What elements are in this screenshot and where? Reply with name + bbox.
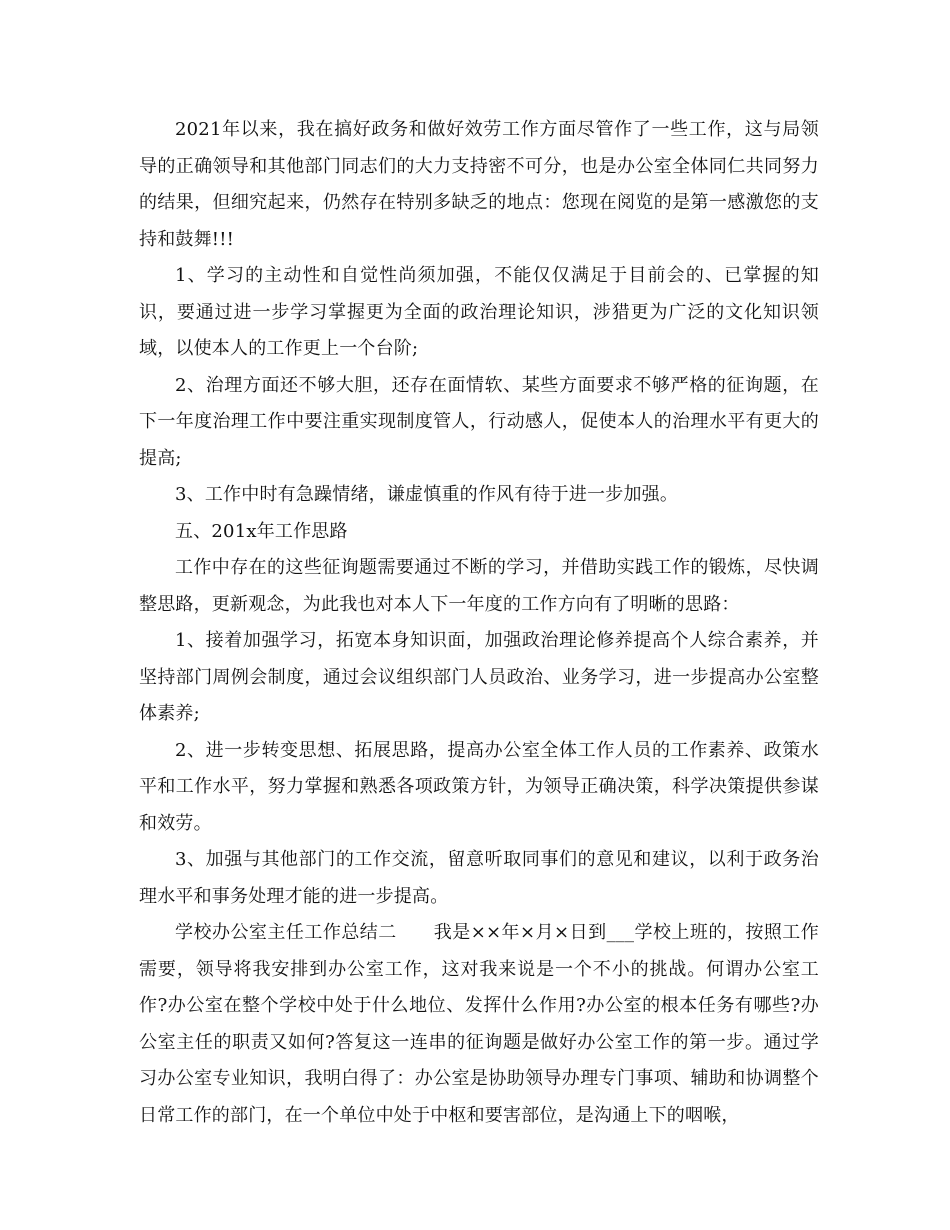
paragraph-plan-intro: 工作中存在的这些征询题需要通过不断的学习，并借助实践工作的锻炼，尽快调整思路，更新观念，为此我也对本人下一年度的工作方向有了明晰的思路： [139, 557, 819, 615]
paragraph-plan-2: 2、进一步转变思想、拓展思路，提高办公室全体工作人员的工作素养、政策水平和工作水平，努力掌握和熟悉各项政策方针，为领导正确决策，科学决策提供参谋和效劳。 [139, 739, 819, 834]
paragraph-summary-two: 学校办公室主任工作总结二 我是××年×月×日到___学校上班的，按照工作需要，领导将我安排到办公室工作，这对我来说是一个不小的挑战。何谓办公室工作?办公室在整个学校中处于什么地位、发挥什么作用?办公室的根本任务有哪些?办公室主任的职责又如何?答复这一连串的征询题是做好办公室工作的第一步。通过学习办公室专业知识，我明白得了：办公室是协助领导办理专门事项、辅助和协调整个日常工作的部门，在一个单位中处于中枢和要害部位，是沟通上下的咽喉， [139, 922, 819, 1126]
paragraph-item-1: 1、学习的主动性和自觉性尚须加强，不能仅仅满足于目前会的、已掌握的知识，要通过进一步学习掌握更为全面的政治理论知识，涉猎更为广泛的文化知识领域，以使本人的工作更上一个台阶; [139, 265, 819, 359]
paragraph-item-3: 3、工作中时有急躁情绪，谦虚慎重的作风有待于进一步加强。 [175, 484, 679, 505]
section-heading: 五、201x年工作思路 [175, 520, 348, 542]
paragraph-intro: 2021年以来，我在搞好政务和做好效劳工作方面尽管作了一些工作，这与局领导的正确领导和其他部门同志们的大力支持密不可分，也是办公室全体同仁共同努力的结果，但细究起来，仍然存在特别多缺乏的地点：您现在阅览的是第一感激您的支持和鼓舞!!! [139, 119, 819, 250]
paragraph-item-2: 2、治理方面还不够大胆，还存在面情软、某些方面要求不够严格的征询题，在下一年度治理工作中要注重实现制度管人，行动感人，促使本人的治理水平有更大的提高; [139, 374, 819, 469]
paragraph-plan-1: 1、接着加强学习，拓宽本身知识面，加强政治理论修养提高个人综合素养，并坚持部门周例会制度，通过会议组织部门人员政治、业务学习，进一步提高办公室整体素养; [139, 630, 819, 724]
paragraph-plan-3: 3、加强与其他部门的工作交流，留意听取同事们的意见和建议，以利于政务治理水平和事务处理才能的进一步提高。 [139, 849, 819, 907]
document-page [139, 112, 819, 1134]
